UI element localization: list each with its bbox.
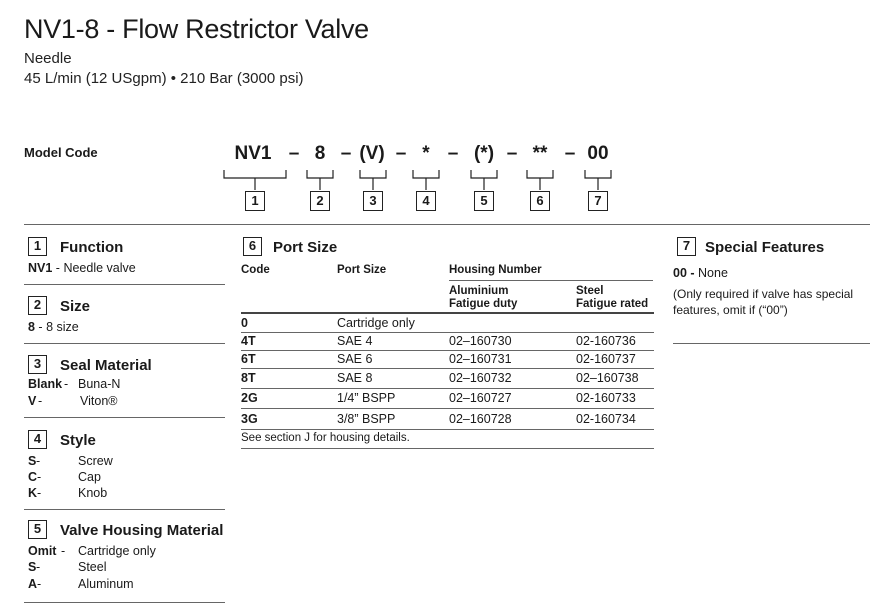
- section-title: Valve Housing Material: [60, 522, 224, 539]
- model-code-box-6: 6: [530, 191, 550, 211]
- option-separator: -: [61, 544, 66, 558]
- column-header-steel: Steel: [576, 285, 604, 297]
- option-desc: Knob: [78, 486, 108, 500]
- option-code: 00 -: [673, 266, 695, 280]
- cell-code: 0: [241, 316, 248, 330]
- option-code: V: [28, 394, 37, 408]
- model-code-token: *: [422, 143, 430, 164]
- model-code-box-1: 1: [245, 191, 265, 211]
- section-title: Port Size: [273, 239, 338, 256]
- section-rule: [24, 284, 225, 285]
- row-rule: [241, 368, 654, 369]
- header-rule: [241, 312, 654, 314]
- table-bottom-rule: [241, 448, 654, 449]
- option-desc: Cartridge only: [78, 544, 156, 558]
- option-separator: -: [34, 320, 47, 334]
- option-separator: -: [52, 261, 64, 275]
- model-code-box-3: 3: [363, 191, 383, 211]
- column-header-steel-sub: Fatigue rated: [576, 298, 649, 310]
- special-note-line: features, omit if (“00”): [673, 303, 788, 317]
- section-rule: [24, 343, 225, 344]
- option-code: S: [28, 560, 37, 574]
- option-desc: Cap: [78, 470, 101, 484]
- model-code-brackets: [0, 0, 880, 220]
- cell-port-size: 1/4” BSPP: [337, 391, 396, 405]
- section-rule: [673, 343, 870, 344]
- row-rule: [241, 388, 654, 389]
- option-code: NV1: [28, 261, 53, 275]
- section-title: Size: [60, 298, 91, 315]
- cell-aluminium: 02–160728: [449, 412, 512, 426]
- option-separator: -: [37, 577, 42, 591]
- model-code-token: **: [532, 143, 548, 164]
- model-code-dash: –: [564, 143, 576, 164]
- option-row: [673, 266, 728, 280]
- option-desc: Viton®: [80, 394, 118, 408]
- column-header-housing-number: Housing Number: [449, 264, 542, 276]
- cell-code: 6T: [241, 352, 256, 366]
- row-rule: [241, 408, 654, 409]
- model-code-token: (V): [359, 143, 385, 164]
- option-code: Blank: [28, 377, 63, 391]
- model-code-dash: –: [340, 143, 352, 164]
- section-number-box: 4: [28, 430, 47, 449]
- section-divider: [24, 224, 870, 225]
- cell-steel: 02-160737: [576, 352, 636, 366]
- model-code-box-4: 4: [416, 191, 436, 211]
- model-code-dash: –: [506, 143, 518, 164]
- header-rule: [449, 280, 653, 281]
- option-separator: -: [37, 470, 42, 484]
- option-desc: Screw: [78, 454, 113, 468]
- section-title: Function: [60, 239, 124, 256]
- section-number-box: 3: [28, 355, 47, 374]
- option-code: A: [28, 577, 38, 591]
- option-code: Omit: [28, 544, 57, 558]
- section-number-box: 5: [28, 520, 47, 539]
- section-number-box: 6: [243, 237, 262, 256]
- option-desc: 8 size: [46, 320, 79, 334]
- section-number-box: 7: [677, 237, 696, 256]
- model-code-label: Model Code: [24, 145, 98, 160]
- cell-port-size: SAE 6: [337, 352, 373, 366]
- cell-port-size: SAE 4: [337, 334, 373, 348]
- model-code-box-7: 7: [588, 191, 608, 211]
- option-separator: -: [37, 486, 42, 500]
- option-separator: -: [38, 394, 43, 408]
- column-header-aluminium: Aluminium: [449, 285, 509, 297]
- option-separator: -: [64, 377, 69, 391]
- section-number-box: 1: [28, 237, 47, 256]
- section-number-box: 2: [28, 296, 47, 315]
- section-rule: [24, 417, 225, 418]
- cell-aluminium: 02–160732: [449, 371, 512, 385]
- row-rule: [241, 350, 654, 351]
- model-code-token: 8: [314, 143, 326, 164]
- cell-code: 2G: [241, 391, 258, 405]
- cell-aluminium: 02–160731: [449, 352, 512, 366]
- cell-port-size: Cartridge only: [337, 316, 415, 330]
- section-title: Special Features: [705, 239, 825, 256]
- cell-aluminium: 02–160730: [449, 334, 512, 348]
- model-code-dash: –: [288, 143, 300, 164]
- option-desc: Buna-N: [78, 377, 121, 391]
- option-desc: Needle valve: [63, 261, 136, 275]
- page-subtitle-type: Needle: [24, 50, 72, 67]
- cell-steel: 02–160738: [576, 371, 639, 385]
- option-desc: None: [698, 266, 728, 280]
- table-footnote: See section J for housing details.: [241, 432, 410, 444]
- row-rule: [241, 429, 654, 430]
- section-rule: [24, 509, 225, 510]
- option-code: C: [28, 470, 38, 484]
- column-header-code: Code: [241, 264, 270, 276]
- cell-steel: 02-160733: [576, 391, 636, 405]
- option-code: K: [28, 486, 38, 500]
- model-code-dash: –: [395, 143, 407, 164]
- cell-aluminium: 02–160727: [449, 391, 512, 405]
- cell-port-size: 3/8” BSPP: [337, 412, 396, 426]
- model-code-token: NV1: [234, 143, 272, 164]
- row-rule: [241, 332, 654, 333]
- special-note-line: (Only required if valve has special: [673, 287, 854, 301]
- option-row: [28, 261, 136, 275]
- page-title: NV1-8 - Flow Restrictor Valve: [24, 14, 369, 44]
- section-rule: [24, 602, 225, 603]
- column-header-port-size: Port Size: [337, 264, 387, 276]
- cell-code: 4T: [241, 334, 256, 348]
- model-code-token: (*): [473, 143, 495, 164]
- page-subtitle-rating: 45 L/min (12 USgpm) • 210 Bar (3000 psi): [24, 70, 304, 87]
- option-separator: -: [36, 454, 41, 468]
- option-code: S: [28, 454, 37, 468]
- section-title: Style: [60, 432, 96, 449]
- column-header-aluminium-sub: Fatigue duty: [449, 298, 518, 310]
- cell-port-size: SAE 8: [337, 371, 373, 385]
- cell-steel: 02-160734: [576, 412, 636, 426]
- option-row: [28, 320, 79, 334]
- cell-steel: 02-160736: [576, 334, 636, 348]
- cell-code: 3G: [241, 412, 258, 426]
- cell-code: 8T: [241, 371, 256, 385]
- model-code-dash: –: [447, 143, 459, 164]
- option-desc: Aluminum: [78, 577, 134, 591]
- model-code-box-5: 5: [474, 191, 494, 211]
- model-code-token: 00: [587, 143, 609, 164]
- option-desc: Steel: [78, 560, 107, 574]
- section-title: Seal Material: [60, 357, 152, 374]
- option-separator: -: [36, 560, 41, 574]
- option-code: 8: [28, 320, 35, 334]
- model-code-box-2: 2: [310, 191, 330, 211]
